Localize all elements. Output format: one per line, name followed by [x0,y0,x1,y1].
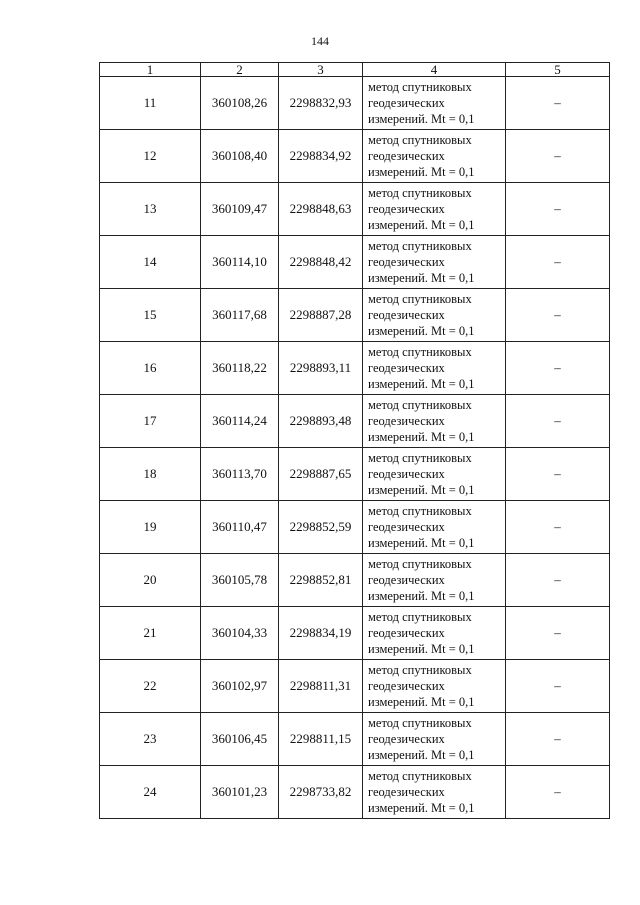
method-text-line: метод спутниковых [368,292,472,306]
method-text-line: измерений. Mt = 0,1 [368,748,475,762]
note-cell: – [506,554,610,607]
method-text-line: геодезических [368,308,445,322]
table-row [100,660,610,713]
method-cell [363,713,506,766]
method-text-line: метод спутниковых [368,80,472,94]
method-text-line: метод спутниковых [368,663,472,677]
method-text-line: метод спутниковых [368,398,472,412]
method-text-line: метод спутниковых [368,345,472,359]
point-number-cell: 18 [100,448,201,501]
x-coordinate-cell: 360110,47 [201,501,279,554]
y-coordinate-cell: 2298893,48 [279,395,363,448]
table-row [100,607,610,660]
method-text-line: геодезических [368,626,445,640]
method-cell [363,554,506,607]
y-coordinate-cell: 2298848,42 [279,236,363,289]
x-coordinate-cell: 360118,22 [201,342,279,395]
note-cell: – [506,501,610,554]
method-text-line: измерений. Mt = 0,1 [368,218,475,232]
point-number-cell: 19 [100,501,201,554]
table-row [100,183,610,236]
method-text-line: геодезических [368,732,445,746]
method-text-line: геодезических [368,467,445,481]
note-cell: – [506,77,610,130]
method-cell [363,289,506,342]
note-cell: – [506,660,610,713]
method-cell [363,236,506,289]
method-text-line: метод спутниковых [368,716,472,730]
column-header-3: 3 [279,63,363,77]
x-coordinate-cell: 360114,10 [201,236,279,289]
method-text-line: метод спутниковых [368,769,472,783]
y-coordinate-cell: 2298852,81 [279,554,363,607]
method-text-line: метод спутниковых [368,557,472,571]
method-text-line: геодезических [368,414,445,428]
method-text-line: измерений. Mt = 0,1 [368,536,475,550]
method-text-line: геодезических [368,520,445,534]
column-header-1: 1 [100,63,201,77]
method-text-line: измерений. Mt = 0,1 [368,377,475,391]
method-cell [363,395,506,448]
x-coordinate-cell: 360117,68 [201,289,279,342]
method-cell [363,183,506,236]
method-text-line: измерений. Mt = 0,1 [368,589,475,603]
method-cell [363,501,506,554]
method-text-line: измерений. Mt = 0,1 [368,430,475,444]
x-coordinate-cell: 360104,33 [201,607,279,660]
method-text-line: измерений. Mt = 0,1 [368,695,475,709]
table-row [100,342,610,395]
method-text-line: геодезических [368,149,445,163]
method-cell [363,607,506,660]
table-row [100,766,610,819]
table-row [100,448,610,501]
y-coordinate-cell: 2298893,11 [279,342,363,395]
point-number-cell: 11 [100,77,201,130]
method-text-line: измерений. Mt = 0,1 [368,324,475,338]
table-row [100,236,610,289]
method-text-line: геодезических [368,573,445,587]
note-cell: – [506,236,610,289]
table-header [100,63,610,77]
table-row [100,554,610,607]
table-row [100,289,610,342]
point-number-cell: 20 [100,554,201,607]
x-coordinate-cell: 360106,45 [201,713,279,766]
method-text-line: геодезических [368,255,445,269]
table-row [100,501,610,554]
method-text-line: метод спутниковых [368,610,472,624]
y-coordinate-cell: 2298811,31 [279,660,363,713]
y-coordinate-cell: 2298887,65 [279,448,363,501]
x-coordinate-cell: 360101,23 [201,766,279,819]
y-coordinate-cell: 2298832,93 [279,77,363,130]
page-number: 144 [311,34,329,48]
note-cell: – [506,342,610,395]
x-coordinate-cell: 360105,78 [201,554,279,607]
y-coordinate-cell: 2298848,63 [279,183,363,236]
x-coordinate-cell: 360109,47 [201,183,279,236]
method-text-line: измерений. Mt = 0,1 [368,112,475,126]
method-text-line: измерений. Mt = 0,1 [368,165,475,179]
column-header-4: 4 [363,63,506,77]
method-cell [363,766,506,819]
y-coordinate-cell: 2298834,19 [279,607,363,660]
table-row [100,130,610,183]
header-row [100,63,610,77]
point-number-cell: 17 [100,395,201,448]
coordinates-table [99,62,610,819]
method-text-line: измерений. Mt = 0,1 [368,271,475,285]
method-cell [363,130,506,183]
y-coordinate-cell: 2298834,92 [279,130,363,183]
note-cell: – [506,289,610,342]
note-cell: – [506,448,610,501]
y-coordinate-cell: 2298811,15 [279,713,363,766]
point-number-cell: 24 [100,766,201,819]
method-cell [363,660,506,713]
x-coordinate-cell: 360108,40 [201,130,279,183]
method-text-line: измерений. Mt = 0,1 [368,642,475,656]
table-row [100,395,610,448]
point-number-cell: 15 [100,289,201,342]
point-number-cell: 23 [100,713,201,766]
x-coordinate-cell: 360102,97 [201,660,279,713]
method-text-line: метод спутниковых [368,186,472,200]
table-body [100,77,610,819]
note-cell: – [506,130,610,183]
method-text-line: измерений. Mt = 0,1 [368,483,475,497]
method-text-line: геодезических [368,96,445,110]
table-row [100,77,610,130]
method-text-line: метод спутниковых [368,451,472,465]
note-cell: – [506,713,610,766]
method-text-line: измерений. Mt = 0,1 [368,801,475,815]
method-cell [363,448,506,501]
method-text-line: геодезических [368,202,445,216]
method-text-line: метод спутниковых [368,239,472,253]
note-cell: – [506,607,610,660]
y-coordinate-cell: 2298887,28 [279,289,363,342]
note-cell: – [506,766,610,819]
note-cell: – [506,183,610,236]
column-header-5: 5 [506,63,610,77]
y-coordinate-cell: 2298733,82 [279,766,363,819]
column-header-2: 2 [201,63,279,77]
method-cell [363,77,506,130]
x-coordinate-cell: 360108,26 [201,77,279,130]
method-text-line: геодезических [368,679,445,693]
note-cell: – [506,395,610,448]
method-text-line: метод спутниковых [368,133,472,147]
method-text-line: геодезических [368,785,445,799]
y-coordinate-cell: 2298852,59 [279,501,363,554]
point-number-cell: 22 [100,660,201,713]
method-text-line: метод спутниковых [368,504,472,518]
method-text-line: геодезических [368,361,445,375]
point-number-cell: 16 [100,342,201,395]
point-number-cell: 21 [100,607,201,660]
table-row [100,713,610,766]
x-coordinate-cell: 360113,70 [201,448,279,501]
method-cell [363,342,506,395]
point-number-cell: 14 [100,236,201,289]
point-number-cell: 12 [100,130,201,183]
point-number-cell: 13 [100,183,201,236]
x-coordinate-cell: 360114,24 [201,395,279,448]
